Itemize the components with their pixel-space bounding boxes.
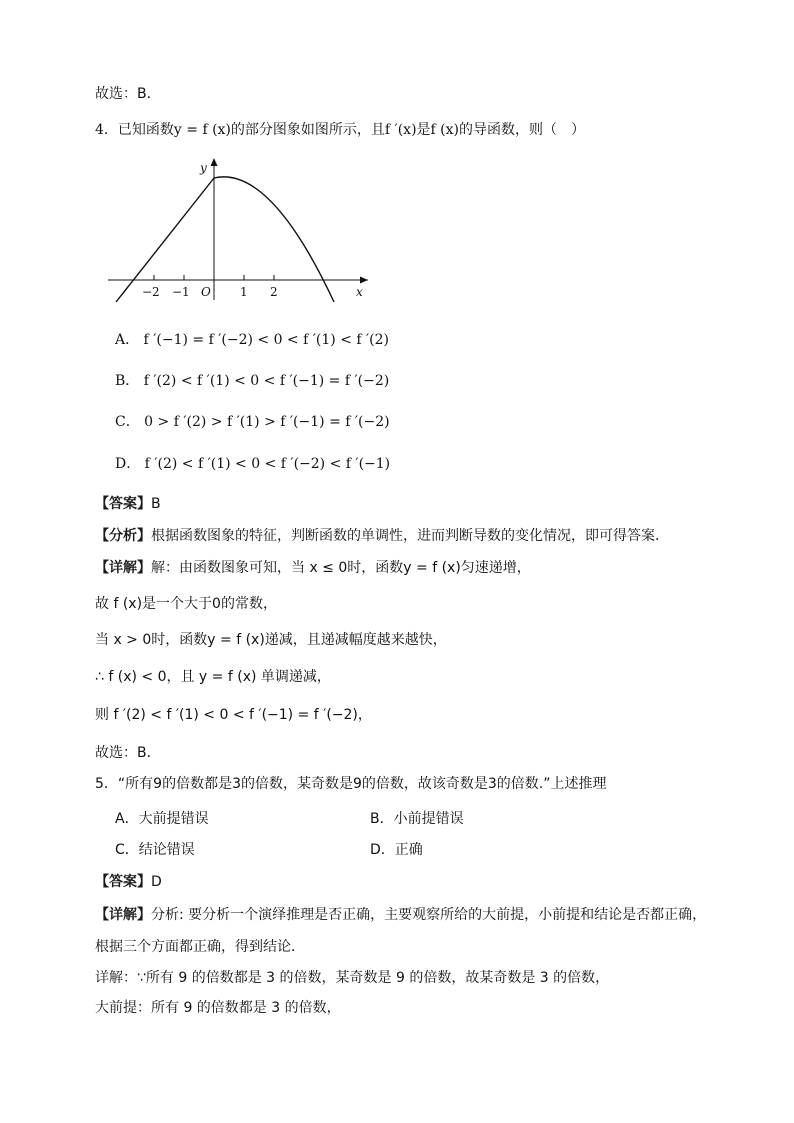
option-d: D． f ′(2) < f ′(1) < 0 < f ′(−2) < f ′(−1) bbox=[115, 456, 391, 472]
question-4-stem: 4．已知函数y = f (x)的部分图象如图所示，且f ′(x)是f (x)的导函数，则（ ） bbox=[95, 122, 585, 138]
linear-branch bbox=[116, 178, 214, 302]
curved-branch bbox=[214, 177, 334, 302]
tick-label: 2 bbox=[270, 285, 278, 299]
x-axis-label: x bbox=[356, 285, 363, 299]
analysis-text: 根据函数图象的特征，判断函数的单调性，进而判断导数的变化情况，即可得答案． bbox=[151, 528, 669, 544]
answer-value: B bbox=[151, 496, 161, 512]
detail-tag: 【详解】 bbox=[95, 560, 151, 576]
text-line: 故选：B． bbox=[95, 745, 161, 761]
origin-label: O bbox=[201, 285, 211, 299]
option-d: D．正确 bbox=[370, 842, 423, 858]
option-a: A．大前提错误 bbox=[115, 811, 209, 827]
text-line: 当 x > 0时，函数y = f (x)递减，且递减幅度越来越快， bbox=[95, 632, 447, 648]
option-c: C．结论错误 bbox=[115, 842, 195, 858]
tick-label: −2 bbox=[142, 285, 160, 299]
y-axis-label: y bbox=[200, 161, 207, 175]
question-5-stem: 5．“所有9的倍数都是3的倍数，某奇数是9的倍数，故该奇数是3的倍数.”上述推理 bbox=[95, 776, 607, 792]
option-b: B． f ′(2) < f ′(1) < 0 < f ′(−1) = f ′(−2) bbox=[115, 373, 390, 389]
detail-text: 分析: 要分析一个演绎推理是否正确，主要观察所给的大前提，小前提和结论是否都正确， bbox=[151, 907, 707, 923]
detail-4 bbox=[95, 558, 754, 578]
answer-4 bbox=[95, 494, 754, 514]
answer-value: D bbox=[151, 874, 162, 890]
answer-tag: 【答案】 bbox=[95, 874, 151, 890]
text-line: 故 f (x)是一个大于0的常数， bbox=[95, 596, 277, 612]
option-c: C． 0 > f ′(2) > f ′(1) > f ′(−1) = f ′(−2) bbox=[115, 414, 390, 430]
text-line: 故选：B． bbox=[95, 86, 161, 102]
analysis-4 bbox=[95, 526, 754, 546]
text-line: 则 f ′(2) < f ′(1) < 0 < f ′(−1) = f ′(−2)， bbox=[95, 707, 372, 723]
x-axis-arrow bbox=[360, 277, 368, 284]
analysis-tag: 【分析】 bbox=[95, 528, 151, 544]
answer-5 bbox=[95, 872, 754, 892]
text-line: 大前提：所有 9 的倍数都是 3 的倍数， bbox=[95, 1000, 341, 1016]
text-line: 详解：∵所有 9 的倍数都是 3 的倍数，某奇数是 9 的倍数，故某奇数是 3 的倍数， bbox=[95, 970, 610, 986]
option-a: A． f ′(−1) = f ′(−2) < 0 < f ′(1) < f ′(2) bbox=[115, 332, 390, 348]
detail-tag: 【详解】 bbox=[95, 907, 151, 923]
detail-text: 解：由函数图象可知，当 x ≤ 0时，函数y = f (x)匀速递增， bbox=[151, 560, 531, 576]
function-graph bbox=[100, 150, 380, 310]
text-line: ∴ f (x) < 0，且 y = f (x) 单调递减， bbox=[95, 669, 331, 685]
text-line: 根据三个方面都正确，得到结论． bbox=[95, 939, 305, 955]
detail-5 bbox=[95, 905, 754, 925]
answer-tag: 【答案】 bbox=[95, 496, 151, 512]
y-axis-arrow bbox=[211, 158, 218, 166]
tick-label: 1 bbox=[240, 285, 248, 299]
tick-label: −1 bbox=[172, 285, 190, 299]
option-b: B．小前提错误 bbox=[370, 811, 464, 827]
